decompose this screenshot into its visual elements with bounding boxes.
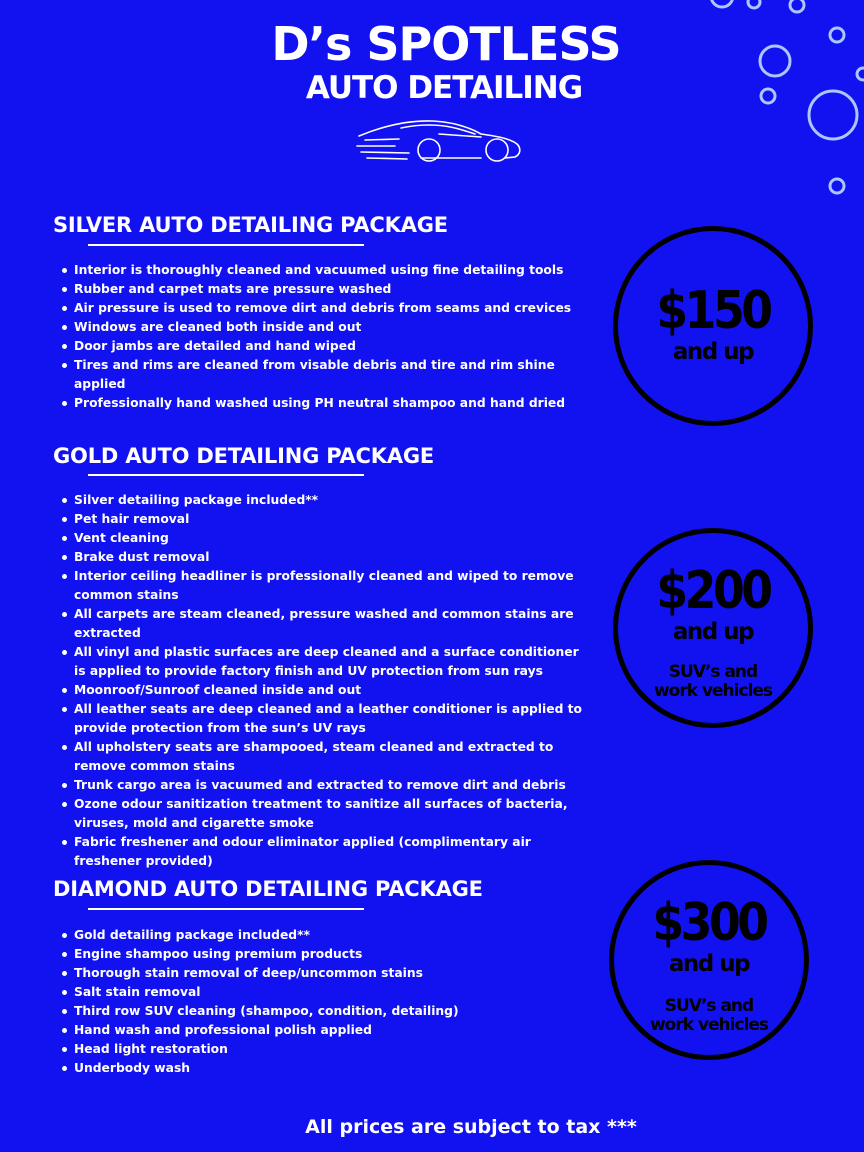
diamond-package-title: DIAMOND AUTO DETAILING PACKAGE: [53, 877, 483, 901]
diamond-price-suffix: and up: [668, 951, 750, 977]
silver-price: $150: [656, 281, 770, 341]
feature-item: Windows are cleaned both inside and out: [74, 318, 584, 337]
feature-item: Trunk cargo area is vacuumed and extracted to remove dirt and debris: [74, 776, 584, 795]
feature-item: Brake dust removal: [74, 548, 584, 567]
gold-price-badge: [613, 528, 813, 728]
feature-item: Ozone odour sanitization treatment to sanitize all surfaces of bacteria, viruses, mold and cigarette smoke: [74, 795, 584, 833]
feature-item: Silver detailing package included**: [74, 491, 584, 510]
gold-feature-list: [74, 491, 584, 871]
sports-car-logo-icon: [355, 112, 525, 164]
feature-item: Engine shampoo using premium products: [74, 945, 584, 964]
diamond-price-badge: [609, 860, 809, 1060]
feature-item: Fabric freshener and odour eliminator applied (complimentary air freshener provided): [74, 833, 584, 871]
silver-feature-list: [74, 261, 584, 413]
feature-item: Rubber and carpet mats are pressure washed: [74, 280, 584, 299]
gold-price: $200: [656, 561, 770, 621]
feature-item: All leather seats are deep cleaned and a leather conditioner is applied to provide protection from the sun’s UV rays: [74, 700, 584, 738]
gold-price-note: SUV’s and work vehicles: [653, 662, 773, 701]
feature-item: Head light restoration: [74, 1040, 584, 1059]
gold-package-title: GOLD AUTO DETAILING PACKAGE: [53, 444, 435, 468]
diamond-feature-list: [74, 926, 584, 1078]
feature-item: Gold detailing package included**: [74, 926, 584, 945]
diamond-title-divider: [88, 908, 364, 910]
feature-item: Vent cleaning: [74, 529, 584, 548]
diamond-price-note: SUV’s and work vehicles: [649, 996, 769, 1035]
feature-item: Pet hair removal: [74, 510, 584, 529]
feature-item: Third row SUV cleaning (shampoo, condition, detailing): [74, 1002, 584, 1021]
tax-disclaimer: All prices are subject to tax ***: [305, 1116, 637, 1138]
feature-item: All upholstery seats are shampooed, steam cleaned and extracted to remove common stains: [74, 738, 584, 776]
brand-tagline: AUTO DETAILING: [305, 70, 583, 106]
feature-item: Professionally hand washed using PH neutral shampoo and hand dried: [74, 394, 584, 413]
feature-item: Door jambs are detailed and hand wiped: [74, 337, 584, 356]
silver-title-divider: [88, 244, 364, 246]
feature-item: Moonroof/Sunroof cleaned inside and out: [74, 681, 584, 700]
diamond-price: $300: [652, 893, 766, 953]
gold-title-divider: [88, 474, 364, 476]
feature-item: Thorough stain removal of deep/uncommon stains: [74, 964, 584, 983]
feature-item: Interior is thoroughly cleaned and vacuumed using fine detailing tools: [74, 261, 584, 280]
feature-item: Salt stain removal: [74, 983, 584, 1002]
feature-item: Tires and rims are cleaned from visable debris and tire and rim shine applied: [74, 356, 584, 394]
bubbles-decoration-icon: [690, 0, 864, 200]
gold-price-suffix: and up: [672, 619, 754, 645]
feature-item: All carpets are steam cleaned, pressure washed and common stains are extracted: [74, 605, 584, 643]
silver-price-badge: [613, 226, 813, 426]
silver-package-title: SILVER AUTO DETAILING PACKAGE: [53, 213, 448, 237]
feature-item: Interior ceiling headliner is professionally cleaned and wiped to remove common stains: [74, 567, 584, 605]
feature-item: All vinyl and plastic surfaces are deep cleaned and a surface conditioner is applied to provide factory finish and UV protection from sun rays: [74, 643, 584, 681]
feature-item: Hand wash and professional polish applied: [74, 1021, 584, 1040]
feature-item: Underbody wash: [74, 1059, 584, 1078]
brand-name: D’s SPOTLESS: [271, 17, 621, 71]
silver-price-suffix: and up: [672, 339, 754, 365]
feature-item: Air pressure is used to remove dirt and debris from seams and crevices: [74, 299, 584, 318]
